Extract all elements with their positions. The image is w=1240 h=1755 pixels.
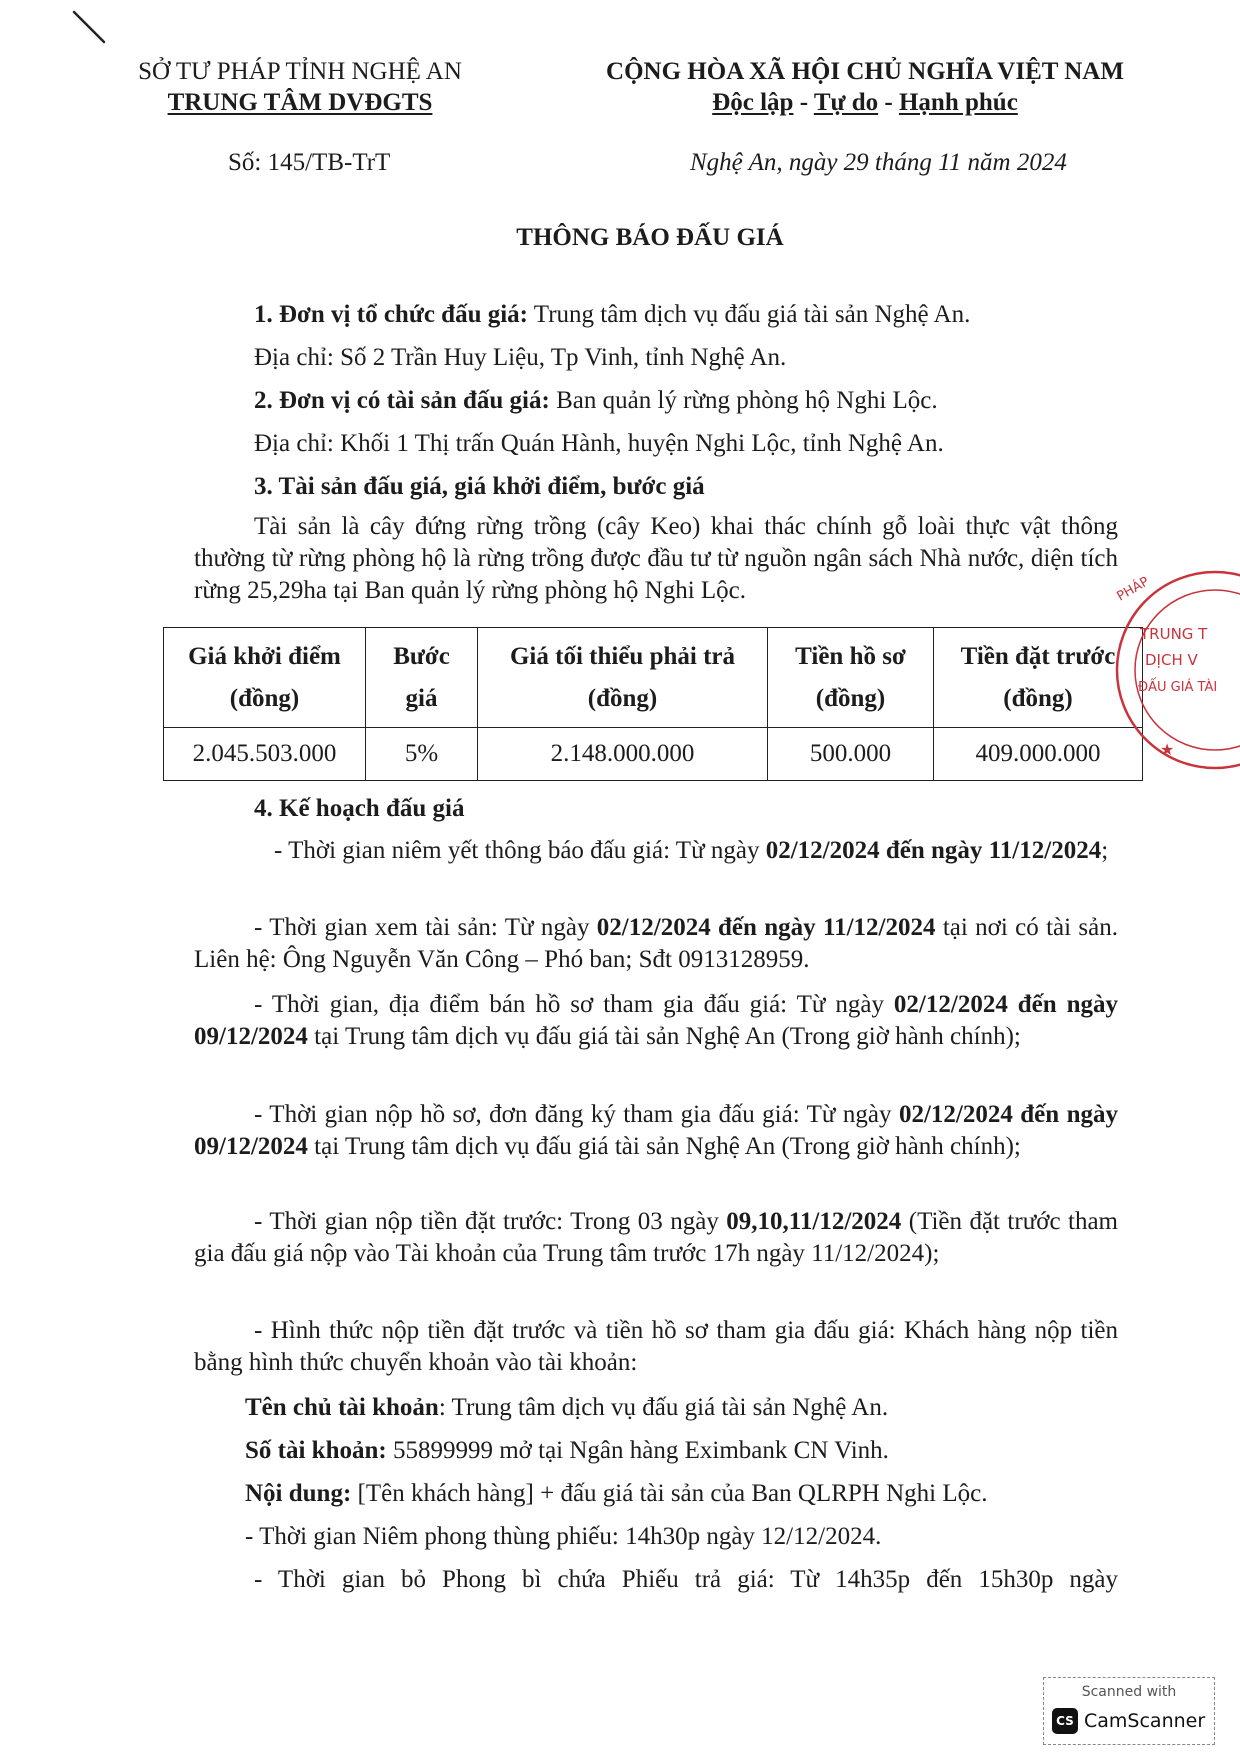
camscanner-watermark [1043, 1677, 1215, 1745]
cell-file-fee: 500.000 [768, 728, 934, 781]
document-title: THÔNG BÁO ĐẤU GIÁ [516, 224, 784, 251]
svg-text:DỊCH V: DỊCH V [1145, 651, 1198, 669]
header-minimum-price: Giá tối thiểu phải trả (đồng) [478, 628, 768, 728]
pen-stroke-mark [70, 8, 110, 46]
plan-registration: - Thời gian nộp hồ sơ, đơn đăng ký tham gia đấu giá: Từ ngày 02/12/2024 đến ngày 09/12/2024 tại Trung tâm dịch vụ đấu giá tài sản Nghệ An (Trong giờ hành chính); [194, 1101, 1119, 1160]
section-1-label: 1. Đơn vị tổ chức đấu giá: [254, 301, 528, 328]
nation-name: CỘNG HÒA XÃ HỘI CHỦ NGHĨA VIỆT NAM [606, 58, 1124, 85]
watermark-app-name: CamScanner [1084, 1710, 1206, 1732]
plan-dossier-sale: - Thời gian, địa điểm bán hồ sơ tham gia đấu giá: Từ ngày 02/12/2024 đến ngày 09/12/2024 tại Trung tâm dịch vụ đấu giá tài sản Nghệ An (Trong giờ hành chính); [194, 991, 1118, 1050]
plan-listing-period: - Thời gian niêm yết thông báo đấu giá: Từ ngày 02/12/2024 đến ngày 11/12/2024; [274, 837, 1109, 864]
auction-price-table [163, 627, 1143, 781]
svg-text:TRUNG T: TRUNG T [1140, 625, 1208, 643]
watermark-caption: Scanned with [1081, 1684, 1177, 1700]
cell-price-step: 5% [366, 728, 478, 781]
plan-payment-method: - Hình thức nộp tiền đặt trước và tiền hồ sơ tham gia đấu giá: Khách hàng nộp tiền bằng hình thức chuyển khoản vào tài khoản: [194, 1317, 1118, 1376]
svg-text:PHÁP: PHÁP [1114, 574, 1152, 605]
red-seal-stamp [1090, 565, 1240, 775]
section-1-value: Trung tâm dịch vụ đấu giá tài sản Nghệ An. [528, 301, 971, 328]
section-2 [254, 385, 938, 417]
section-1 [254, 299, 970, 331]
svg-text:ĐẤU GIÁ TÀI: ĐẤU GIÁ TÀI [1138, 680, 1218, 695]
section-3-label: 3. Tài sản đấu giá, giá khởi điểm, bước giá [254, 473, 705, 500]
motto: Độc lập - Tự do - Hạnh phúc [712, 89, 1018, 116]
plan-bid-envelope-period: - Thời gian bỏ Phong bì chứa Phiếu trả giá: Từ 14h35p đến 15h30p ngày [254, 1566, 1118, 1593]
cell-minimum-price: 2.148.000.000 [478, 728, 768, 781]
camscanner-logo-icon: CS [1052, 1708, 1078, 1734]
table-header-row [164, 628, 1143, 728]
section-1-address: Địa chỉ: Số 2 Trần Huy Liệu, Tp Vinh, tỉnh Nghệ An. [254, 344, 787, 371]
section-2-address: Địa chỉ: Khối 1 Thị trấn Quán Hành, huyện Nghi Lộc, tỉnh Nghệ An. [254, 430, 944, 457]
section-4-label: 4. Kế hoạch đấu giá [254, 795, 465, 822]
table-row [164, 728, 1143, 781]
transfer-content: Nội dung: [Tên khách hàng] + đấu giá tài sản của Ban QLRPH Nghi Lộc. [245, 1480, 988, 1507]
header-deposit: Tiền đặt trước (đồng) [934, 628, 1143, 728]
header-file-fee: Tiền hồ sơ (đồng) [768, 628, 934, 728]
document-number: Số: 145/TB-TrT [228, 149, 391, 176]
header-starting-price: Giá khởi điểm (đồng) [164, 628, 366, 728]
agency-line-2: TRUNG TÂM DVĐGTS [167, 89, 433, 116]
plan-deposit-period: - Thời gian nộp tiền đặt trước: Trong 03 ngày 09,10,11/12/2024 (Tiền đặt trước tham gia đấu giá nộp vào Tài khoản của Trung tâm trước 17h ngày 11/12/2024); [194, 1208, 1119, 1267]
plan-ballot-box-sealing: - Thời gian Niêm phong thùng phiếu: 14h30p ngày 12/12/2024. [245, 1523, 882, 1550]
header-price-step: Bước giá [366, 628, 478, 728]
account-number: Số tài khoản: 55899999 mở tại Ngân hàng Eximbank CN Vinh. [245, 1437, 889, 1464]
cell-starting-price: 2.045.503.000 [164, 728, 366, 781]
section-3-description: Tài sản là cây đứng rừng trồng (cây Keo) khai thác chính gỗ loài thực vật thông thường từ rừng phòng hộ là rừng trồng được đầu tư từ nguồn ngân sách Nhà nước, diện tích rừng 25,29ha tại Ban quản lý rừng phòng hộ Nghi Lộc. [194, 513, 1118, 604]
issuing-agency [100, 56, 500, 118]
agency-line-1: SỞ TƯ PHÁP TỈNH NGHỆ AN [138, 58, 462, 85]
plan-viewing-period: - Thời gian xem tài sản: Từ ngày 02/12/2024 đến ngày 11/12/2024 tại nơi có tài sản. Liên hệ: Ông Nguyễn Văn Công – Phó ban; Sđt 0913128959. [194, 914, 1118, 973]
section-2-label: 2. Đơn vị có tài sản đấu giá: [254, 387, 550, 414]
place-and-date: Nghệ An, ngày 29 tháng 11 năm 2024 [690, 149, 1067, 176]
section-2-value: Ban quản lý rừng phòng hộ Nghi Lộc. [549, 387, 938, 414]
svg-text:★: ★ [1160, 740, 1175, 759]
national-heading [560, 56, 1170, 118]
account-holder: Tên chủ tài khoản: Trung tâm dịch vụ đấu giá tài sản Nghệ An. [245, 1394, 889, 1421]
cell-deposit: 409.000.000 [934, 728, 1143, 781]
